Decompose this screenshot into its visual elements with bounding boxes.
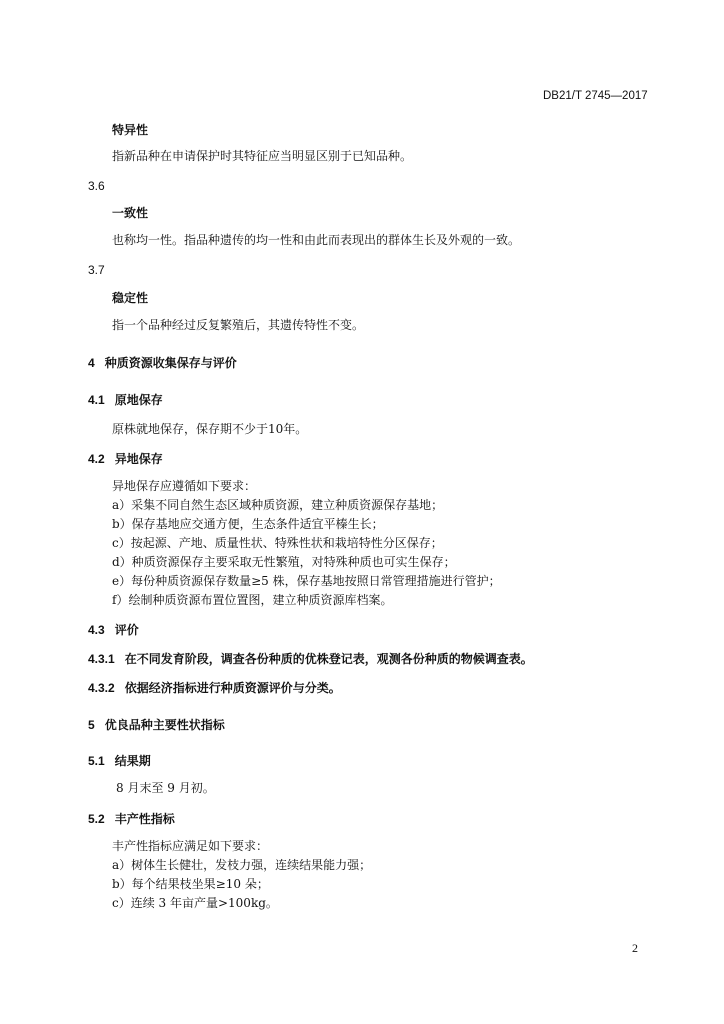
section-5-heading	[88, 717, 225, 733]
term-3-7-definition: 指一个品种经过反复繁殖后，其遗传特性不变。	[112, 318, 365, 332]
clause-5-1-title: 结果期	[114, 754, 151, 768]
section-4-title: 种质资源收集保存与评价	[104, 356, 237, 370]
clause-4-3-1	[88, 651, 533, 667]
list-item: f）绘制种质资源布置位置图，建立种质资源库档案。	[112, 593, 393, 607]
term-3-5-title: 特异性	[112, 123, 149, 137]
section-4-number: 4	[88, 356, 95, 370]
list-item: c）按起源、产地、质量性状、特殊性状和栽培特性分区保存；	[112, 536, 443, 550]
clause-4-2-number: 4.2	[88, 452, 105, 466]
clause-3-6-number: 3.6	[88, 179, 105, 193]
clause-4-3-2	[88, 680, 341, 696]
clause-4-1-text: 原株就地保存，保存期不少于10年。	[112, 422, 308, 436]
clause-4-3-title: 评价	[114, 623, 139, 637]
list-item: b）每个结果枝坐果≥10 朵；	[112, 877, 269, 891]
document-id: DB21/T 2745—2017	[543, 90, 648, 102]
section-5-number: 5	[88, 718, 95, 732]
clause-4-3-heading	[88, 622, 139, 638]
clause-4-2-heading	[88, 451, 163, 467]
clause-5-2-heading	[88, 811, 175, 827]
clause-4-3-2-text: 依据经济指标进行种质资源评价与分类。	[124, 681, 341, 695]
clause-5-2-number: 5.2	[88, 812, 105, 826]
clause-4-2-intro: 异地保存应遵循如下要求：	[112, 479, 257, 493]
clause-4-1-title: 原地保存	[114, 393, 163, 407]
clause-5-2-intro: 丰产性指标应满足如下要求：	[112, 839, 269, 853]
list-item: b）保存基地应交通方便，生态条件适宜平榛生长；	[112, 517, 384, 531]
list-item: e）每份种质资源保存数量≥5 株，保存基地按照日常管理措施进行管护；	[112, 574, 501, 588]
term-3-7-title: 稳定性	[112, 291, 149, 305]
clause-4-3-1-text: 在不同发育阶段，调查各份种质的优株登记表，观测各份种质的物候调查表。	[124, 652, 533, 666]
section-5-title: 优良品种主要性状指标	[104, 718, 225, 732]
clause-4-1-heading	[88, 392, 163, 408]
term-3-5-definition: 指新品种在申请保护时其特征应当明显区别于已知品种。	[112, 149, 413, 163]
list-item: d）种质资源保存主要采取无性繁殖，对特殊种质也可实生保存；	[112, 555, 456, 569]
clause-3-7-number: 3.7	[88, 263, 105, 277]
list-item: a）树体生长健壮，发枝力强，连续结果能力强；	[112, 858, 372, 872]
clause-4-2-title: 异地保存	[114, 452, 163, 466]
clause-4-1-number: 4.1	[88, 393, 105, 407]
clause-4-3-number: 4.3	[88, 623, 105, 637]
page-number: 2	[632, 941, 638, 955]
clause-5-1-text: 8 月末至 9 月初。	[116, 781, 215, 795]
list-item: a）采集不同自然生态区域种质资源，建立种质资源保存基地；	[112, 498, 444, 512]
section-4-heading	[88, 355, 237, 371]
clause-5-2-title: 丰产性指标	[114, 812, 175, 826]
clause-4-3-2-number: 4.3.2	[88, 681, 115, 695]
term-3-6-definition: 也称均一性。指品种遗传的均一性和由此而表现出的群体生长及外观的一致。	[112, 233, 521, 247]
clause-5-1-heading	[88, 753, 151, 769]
term-3-6-title: 一致性	[112, 206, 149, 220]
clause-4-3-1-number: 4.3.1	[88, 652, 115, 666]
clause-5-1-number: 5.1	[88, 754, 105, 768]
list-item: c）连续 3 年亩产量>100kg。	[112, 896, 278, 910]
